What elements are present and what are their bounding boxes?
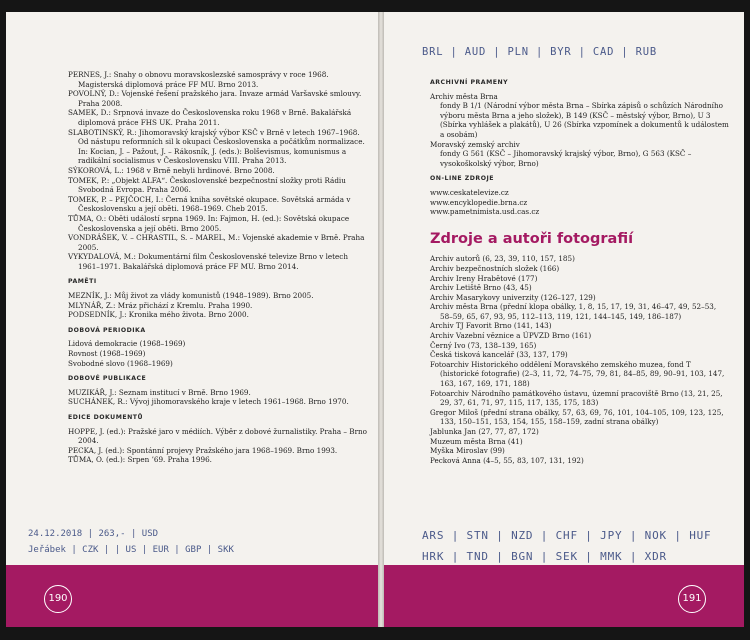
handwritten-currencies-bottom-2: HRK | TND | BGN | SEK | MMK | XDR [422,550,667,563]
handwritten-note-line-1: 24.12.2018 | 263,- | USD [28,529,159,539]
photo-source-entry: Archiv Masarykovy univerzity (126–127, 129) [430,292,596,302]
left-bibliography [68,70,368,465]
section-heading: PAMĚTI [68,278,97,286]
photo-source-entry: Archiv Vazební věznice a ÚPVZD Brno (161) [430,331,592,341]
photo-source-entry: Fotoarchiv Národního památkového ústavu, územní pracoviště Brno (13, 21, 25, 29, 37, 61, 71, 97, 115, 117, 135, 175, 183) [430,388,723,408]
bibliography-entry: Svobodné slovo (1968–1969) [68,358,173,368]
section-heading: EDICE DOKUMENTŮ [68,414,144,421]
bibliography-entry: HOPPE, J. (ed.): Pražské jaro v médiích. Výběr z dobové žurnalistiky. Praha – Brno 2004. [68,426,367,446]
section-heading: DOBOVÁ PERIODIKA [68,326,146,334]
photo-source-entry: Archiv bezpečnostních složek (166) [430,263,560,273]
archive-line: Moravský zemský archiv [430,139,520,149]
bibliography-entry: PECKA, J. (ed.): Spontánní projevy Pražského jara 1968–1969. Brno 1993. [68,445,338,455]
bibliography-entry: POVOLNÝ, D.: Vojenské řešení pražského jara. Invaze armád Varšavské smlouvy. Praha 2008. [68,89,362,108]
bibliography-entry: Rovnost (1968–1969) [68,349,146,359]
online-link: www.pametnimista.usd.cas.cz [430,207,540,217]
handwritten-currencies-bottom-1: ARS | STN | NZD | CHF | JPY | NOK | HUF [422,529,712,542]
online-link: www.encyklopedie.brna.cz [430,197,528,207]
photo-source-entry: Archiv Letiště Brno (43, 45) [430,283,532,293]
handwritten-currencies-top: BRL | AUD | PLN | BYR | CAD | RUB [422,46,658,58]
photo-source-entry: Černý Ivo (73, 138–139, 165) [430,340,537,350]
bibliography-entry: Lidová demokracie (1968–1969) [68,339,186,349]
photo-source-entry: Myška Miroslav (99) [430,446,505,456]
photo-source-entry: Archiv Ireny Hrabětové (177) [430,273,538,283]
section-heading: ON-LINE ZDROJE [430,175,494,183]
bibliography-entry: SUCHÁNEK, R.: Vývoj jihomoravského kraje v letech 1961–1968. Brno 1970. [68,397,349,407]
photo-source-entry: Pecková Anna (4–5, 55, 83, 107, 131, 192) [430,455,584,465]
archive-line: fondy B 1/1 (Národní výbor města Brna – Sbírka zápisů o schůzích Národního výboru města Brna a jeho složek), B 149 (KSČ – městský výbor, Brno), U 3 (Sbírka vyhlášek a plakátů), U 26 (Sbírka vzpomínek a dokumentů k událostem a osobám) [440,101,729,139]
page-number-right: 191 [678,585,706,613]
bibliography-entry: SAMEK, D.: Srpnová invaze do Československa roku 1968 v Brně. Bakalářská diplomová práce FHS UK. Praha 2011. [68,108,352,127]
bibliography-entry: TŮMA, O.: Oběti událostí srpna 1969. In: Fajmon, H. (ed.): Sovětská okupace Československa a její oběti. Brno 2005. [68,213,350,233]
bibliography-entry: MUZIKÁŘ, J.: Seznam institucí v Brně. Brno 1969. [68,387,251,397]
online-link: www.ceskatelevize.cz [430,187,509,197]
page-number-left: 190 [44,585,72,613]
section-heading: ARCHIVNÍ PRAMENY [430,79,509,86]
photo-source-entry: Archiv TJ Favorit Brno (141, 143) [430,321,552,331]
section-heading: DOBOVÉ PUBLIKACE [68,375,147,383]
archive-line: Archiv města Brna [430,91,498,101]
photo-source-entry: Archiv autorů (6, 23, 39, 110, 157, 185) [430,254,575,264]
bibliography-entry: TOMEK, P. – PEJČOCH, I.: Černá kniha sovětské okupace. Sovětská armáda v Československu a její oběti. 1968–1969. Cheb 2015. [68,194,351,214]
photo-source-entry: Gregor Miloš (přední strana obálky, 57, 63, 69, 76, 101, 104–105, 109, 123, 125, 133, 150–151, 153, 154, 155, 158–159, zadní strana obálky) [430,407,724,427]
photo-source-entry: Muzeum města Brna (41) [430,436,523,446]
photo-sources-title: Zdroje a autoři fotografií [430,230,634,247]
photo-source-entry: Česká tisková kancelář (33, 137, 179) [430,350,568,360]
bibliography-entry: SLABOTINSKÝ, R.: Jihomoravský krajský výbor KSČ v Brně v letech 1967–1968. Od nástupu reformních sil k okupaci Československa a počátkům normalizace. In: Kocian, J. – Pažout, J. – Rákosník, J. (eds.): Bolševismus, komunismus a radikální socialismus v Československu VIII. Praha 2013. [68,127,365,166]
bibliography-entry: SÝKOROVÁ, L.: 1968 v Brně nebyli hrdinové. Brno 2008. [68,165,275,175]
left-page [6,12,378,627]
handwritten-note-line-2: Jeřábek | CZK | | US | EUR | GBP | SKK [28,545,234,555]
bibliography-entry: PERNES, J.: Snahy o obnovu moravskoslezské samosprávy v roce 1968. Magisterská diplomová práce FF MU. Brno 2013. [68,70,329,89]
bibliography-entry: VYKYDALOVÁ, M.: Dokumentární film Československé televize Brno v letech 1961–1971. Bakalářská diplomová práce FF MU. Brno 2014. [68,252,348,271]
right-page [384,12,744,627]
right-sources [430,72,730,465]
bibliography-entry: PODSEDNÍK, J.: Kronika mého života. Brno 2000. [68,310,249,320]
photo-source-entry: Fotoarchiv Historického oddělení Moravského zemského muzea, fond T (historické fotografie) (2–3, 11, 72, 74–75, 79, 81, 84–85, 89, 90–91, 103, 147, 163, 167, 169, 171, 188) [430,359,725,389]
photo-source-entry: Archiv města Brna (přední klopa obálky, 1, 8, 15, 17, 19, 31, 46–47, 49, 52–53, 58–59, 65, 67, 93, 95, 112–113, 119, 121, 144–145, 149, 186–187) [430,302,717,321]
photo-source-entry: Jablunka Jan (27, 77, 87, 172) [430,427,539,436]
bibliography-entry: VONDRÁŠEK, V. – CHRASTIL, S. – MAREL, M.: Vojenské akademie v Brně. Praha 2005. [68,233,365,252]
bibliography-entry: TOMEK, P.: „Objekt ALFA“. Československé bezpečnostní složky proti Rádiu Svobodná Evropa. Praha 2006. [68,175,346,195]
bibliography-entry: MEZNÍK, J.: Můj život za vlády komunistů (1948–1989). Brno 2005. [68,291,314,301]
bibliography-entry: TŮMA, O. (ed.): Srpen ’69. Praha 1996. [68,455,212,465]
archive-line: fondy G 561 (KSČ – Jihomoravský krajský výbor, Brno), G 563 (KSČ – vysokoškolský výbor, Brno) [440,149,692,168]
bibliography-entry: MLYNÁŘ, Z.: Mráz přichází z Kremlu. Praha 1990. [68,300,253,310]
